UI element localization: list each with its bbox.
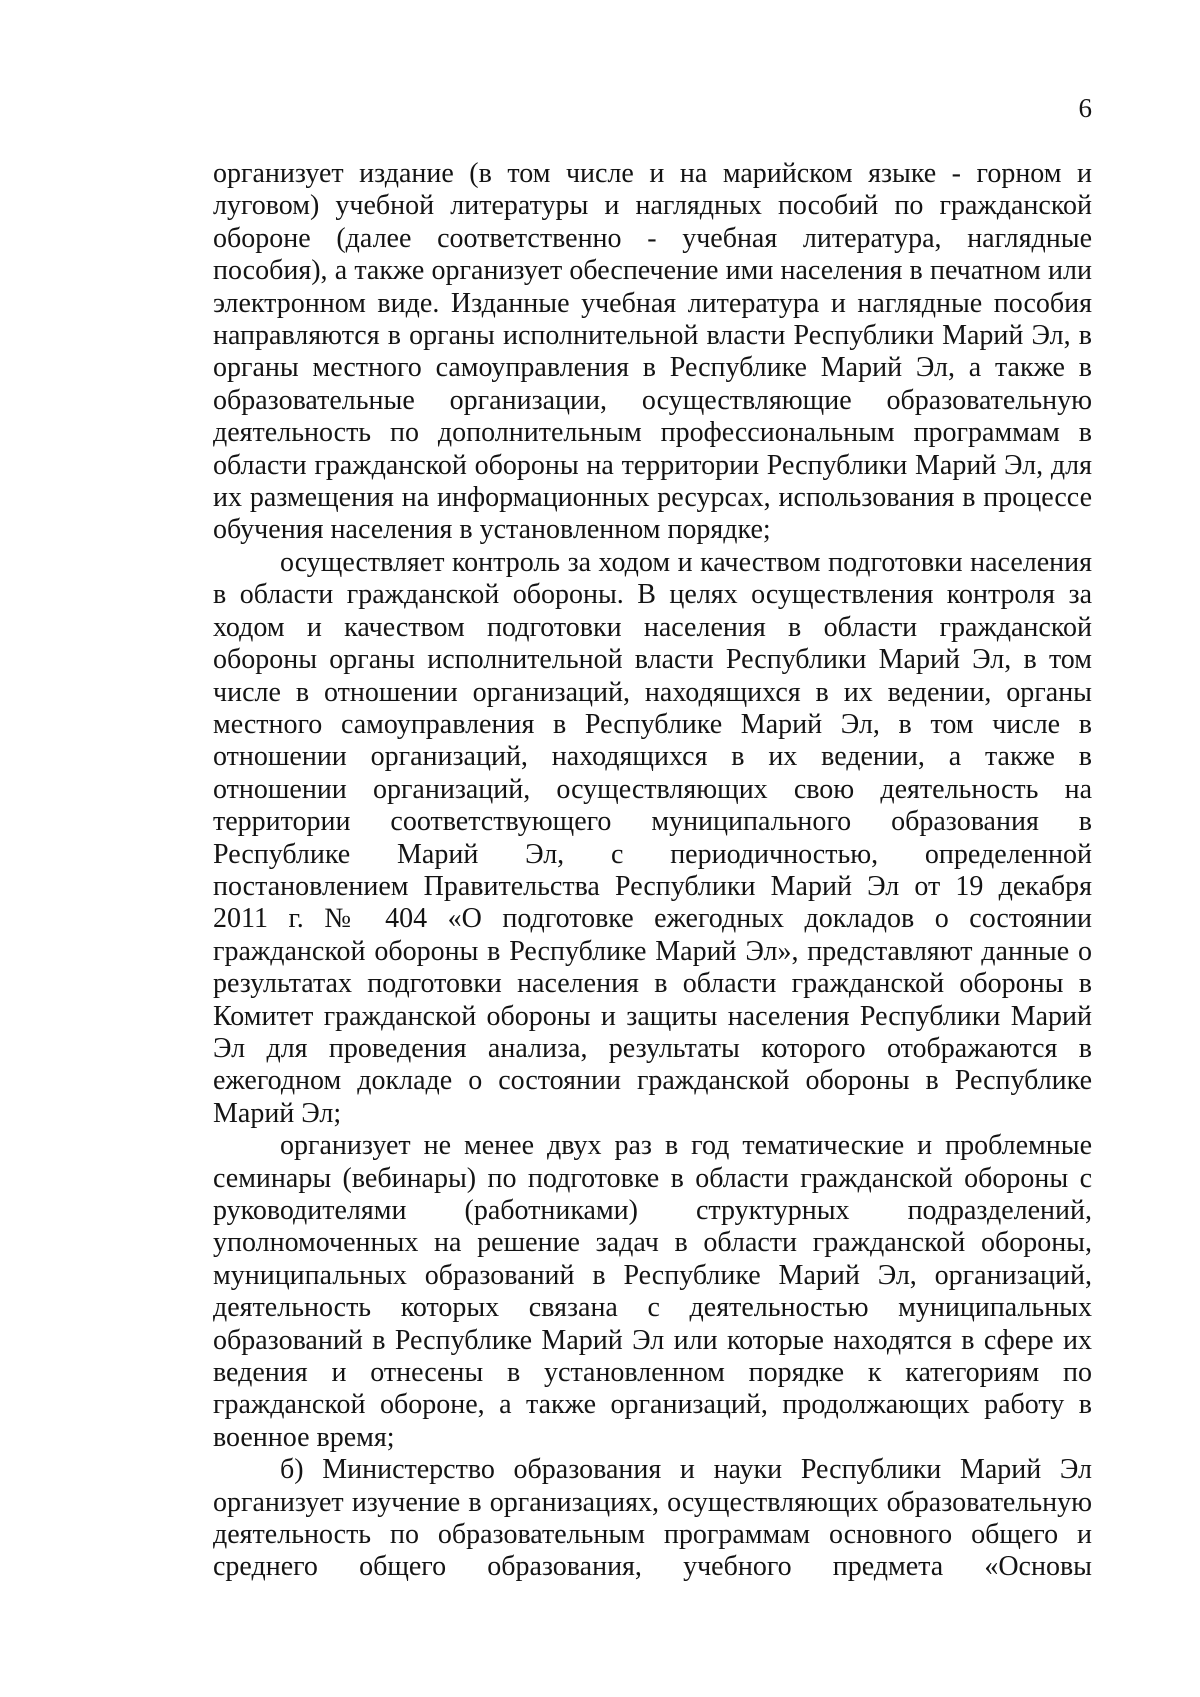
paragraph-training-control: осуществляет контроль за ходом и качеством подготовки населения в области гражданской обороны. В целях осуществления контроля за ходом и качеством подготовки населения в области гражданской обороны органы исполнительной власти Республики Марий Эл, в том числе в отношении организаций, находящихся в их ведении, органы местного самоуправления в Республике Марий Эл, в том числе в отношении организаций, находящихся в их ведении, а также в отношении организаций, осуществляющих свою деятельность на территории соответствующего муниципального образования в Республике Марий Эл, с периодичностью, определенной постановлением Правительства Республики Марий Эл от 19 декабря 2011 г. № 404 «О подготовке ежегодных докладов о состоянии гражданской обороны в Республике Марий Эл», представляют данные о результатах подготовки населения в области гражданской обороны в Комитет гражданской обороны и защиты населения Республики Марий Эл для проведения анализа, результаты которого отображаются в ежегодном докладе о состоянии гражданской обороны в Республике Марий Эл; [213, 546, 1092, 1129]
paragraph-educational-literature: организует издание (в том числе и на марийском языке - горном и луговом) учебной литературы и наглядных пособий по гражданской обороне (далее соответственно - учебная литература, наглядные пособия), а также организует обеспечение ими населения в печатном или электронном виде. Изданные учебная литература и наглядные пособия направляются в органы исполнительной власти Республики Марий Эл, в органы местного самоуправления в Республике Марий Эл, а также в образовательные организации, осуществляющие образовательную деятельность по дополнительным профессиональным программам в области гражданской обороны на территории Республики Марий Эл, для их размещения на информационных ресурсах, использования в процессе обучения населения в установленном порядке; [213, 158, 1092, 546]
paragraph-ministry-education: б) Министерство образования и науки Республики Марий Эл организует изучение в организациях, осуществляющих образовательную деятельность по образовательным программам основного общего и среднего общего образования, учебного предмета «Основы [213, 1454, 1092, 1583]
page-number: 6 [1078, 93, 1092, 123]
document-body [213, 158, 1092, 1584]
paragraph-seminars: организует не менее двух раз в год тематические и проблемные семинары (вебинары) по подготовке в области гражданской обороны с руководителями (работниками) структурных подразделений, уполномоченных на решение задач в области гражданской обороны, муниципальных образований в Республике Марий Эл, организаций, деятельность которых связана с деятельностью муниципальных образований в Республике Марий Эл или которые находятся в сфере их ведения и отнесены в установленном порядке к категориям по гражданской обороне, а также организаций, продолжающих работу в военное время; [213, 1130, 1092, 1453]
